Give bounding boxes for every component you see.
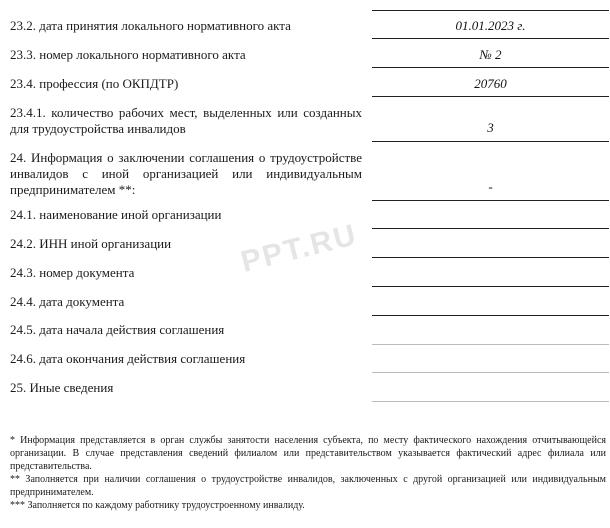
- row-label: 24.1. наименование иной организации: [10, 207, 222, 222]
- row-label: 24.6. дата окончания действия соглашения: [10, 351, 246, 366]
- value-underline: [372, 401, 609, 402]
- value-underline: [372, 257, 609, 258]
- value-underline: [372, 67, 609, 68]
- watermark: PPT.RU: [237, 218, 361, 279]
- footnotes: [10, 434, 606, 512]
- footnote-3: *** Заполняется по каждому работнику трудоустроенному инвалиду.: [10, 500, 305, 511]
- row-label: 24.4. дата документа: [10, 294, 125, 309]
- row-value: 01.01.2023 г.: [455, 18, 526, 33]
- footnote-1: * Информация представляется в орган службы занятости населения субъекта, по месту фактического нахождения отчитывающейся организации. В случае представления сведений филиалом или представительством указывается фактический адрес филиала или представительства.: [10, 435, 606, 472]
- row-label: 24.2. ИНН иной организации: [10, 236, 172, 251]
- value-underline: [372, 200, 609, 201]
- row-label: 24. Информация о заключении соглашения о трудоустройстве инвалидов с иной организацией или индивидуальным предпринимателем **:: [10, 150, 362, 197]
- row-label: 23.3. номер локального нормативного акта: [10, 47, 246, 62]
- top-rule: [372, 10, 609, 11]
- value-underline: [372, 315, 609, 316]
- row-label: 23.2. дата принятия локального нормативного акта: [10, 18, 291, 33]
- value-underline: [372, 286, 609, 287]
- value-underline: [372, 372, 609, 373]
- row-value: -: [488, 179, 493, 194]
- row-value: 20760: [474, 76, 507, 91]
- row-label: 25. Иные сведения: [10, 380, 114, 395]
- value-underline: [372, 38, 609, 39]
- row-label: 23.4.1. количество рабочих мест, выделенных или созданных для трудоустройства инвалидов: [10, 105, 362, 136]
- footnote-2: ** Заполняется при наличии соглашения о трудоустройстве инвалидов, заключенных с другой организацией или индивидуальным предпринимателем.: [10, 474, 606, 498]
- value-underline: [372, 228, 609, 229]
- row-value: 3: [487, 120, 494, 135]
- value-underline: [372, 141, 609, 142]
- row-value: № 2: [479, 47, 502, 62]
- row-label: 23.4. профессия (по ОКПДТР): [10, 76, 179, 91]
- row-label: 24.5. дата начала действия соглашения: [10, 322, 225, 337]
- value-underline: [372, 96, 609, 97]
- value-underline: [372, 344, 609, 345]
- row-label: 24.3. номер документа: [10, 265, 135, 280]
